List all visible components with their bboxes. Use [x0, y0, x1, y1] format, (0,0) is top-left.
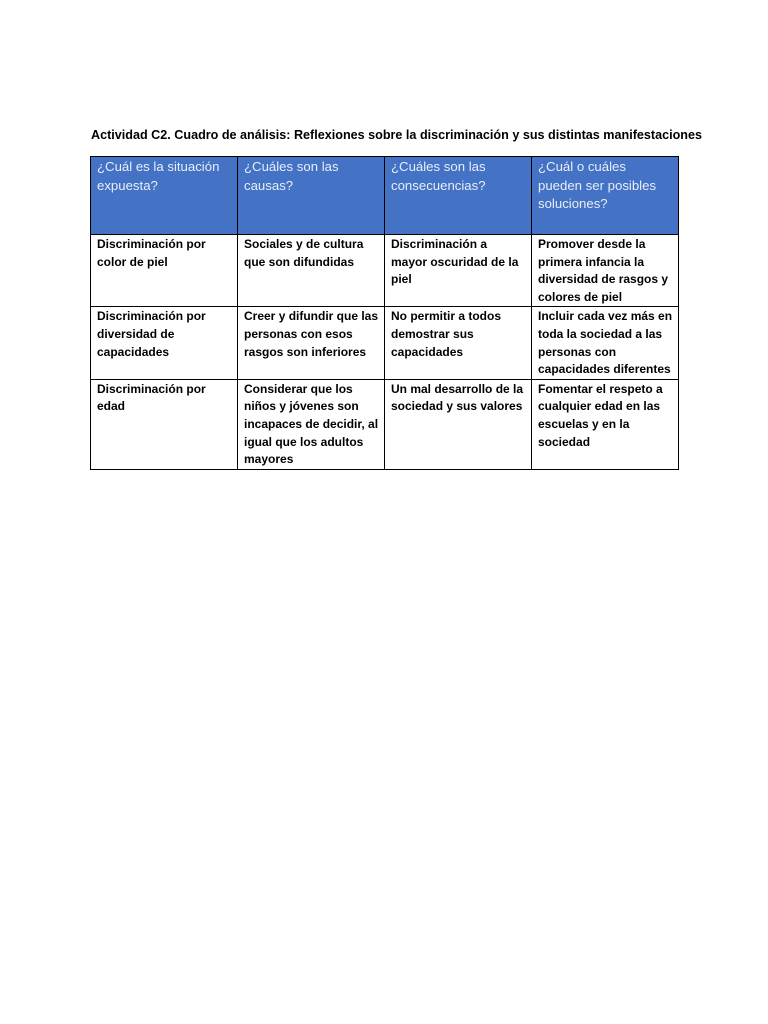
table-header-row [91, 157, 679, 235]
table-row [91, 235, 679, 307]
header-causes: ¿Cuáles son las causas? [238, 157, 385, 235]
cell-consequences: Discriminación a mayor oscuridad de la piel [385, 235, 532, 307]
cell-consequences: No permitir a todos demostrar sus capacidades [385, 307, 532, 379]
cell-causes: Creer y difundir que las personas con esos rasgos son inferiores [238, 307, 385, 379]
document-title: Actividad C2. Cuadro de análisis: Reflexiones sobre la discriminación y sus distintas manifestaciones [91, 128, 702, 142]
cell-solutions: Promover desde la primera infancia la diversidad de rasgos y colores de piel [532, 235, 679, 307]
table-row [91, 307, 679, 379]
table-row [91, 379, 679, 469]
cell-causes: Considerar que los niños y jóvenes son incapaces de decidir, al igual que los adultos mayores [238, 379, 385, 469]
header-situation: ¿Cuál es la situación expuesta? [91, 157, 238, 235]
cell-situation: Discriminación por diversidad de capacidades [91, 307, 238, 379]
header-consequences: ¿Cuáles son las consecuencias? [385, 157, 532, 235]
cell-consequences: Un mal desarrollo de la sociedad y sus valores [385, 379, 532, 469]
cell-situation: Discriminación por color de piel [91, 235, 238, 307]
cell-solutions: Fomentar el respeto a cualquier edad en las escuelas y en la sociedad [532, 379, 679, 469]
analysis-table [90, 156, 679, 470]
cell-situation: Discriminación por edad [91, 379, 238, 469]
cell-causes: Sociales y de cultura que son difundidas [238, 235, 385, 307]
header-solutions: ¿Cuál o cuáles pueden ser posibles soluciones? [532, 157, 679, 235]
cell-solutions: Incluir cada vez más en toda la sociedad a las personas con capacidades diferentes [532, 307, 679, 379]
